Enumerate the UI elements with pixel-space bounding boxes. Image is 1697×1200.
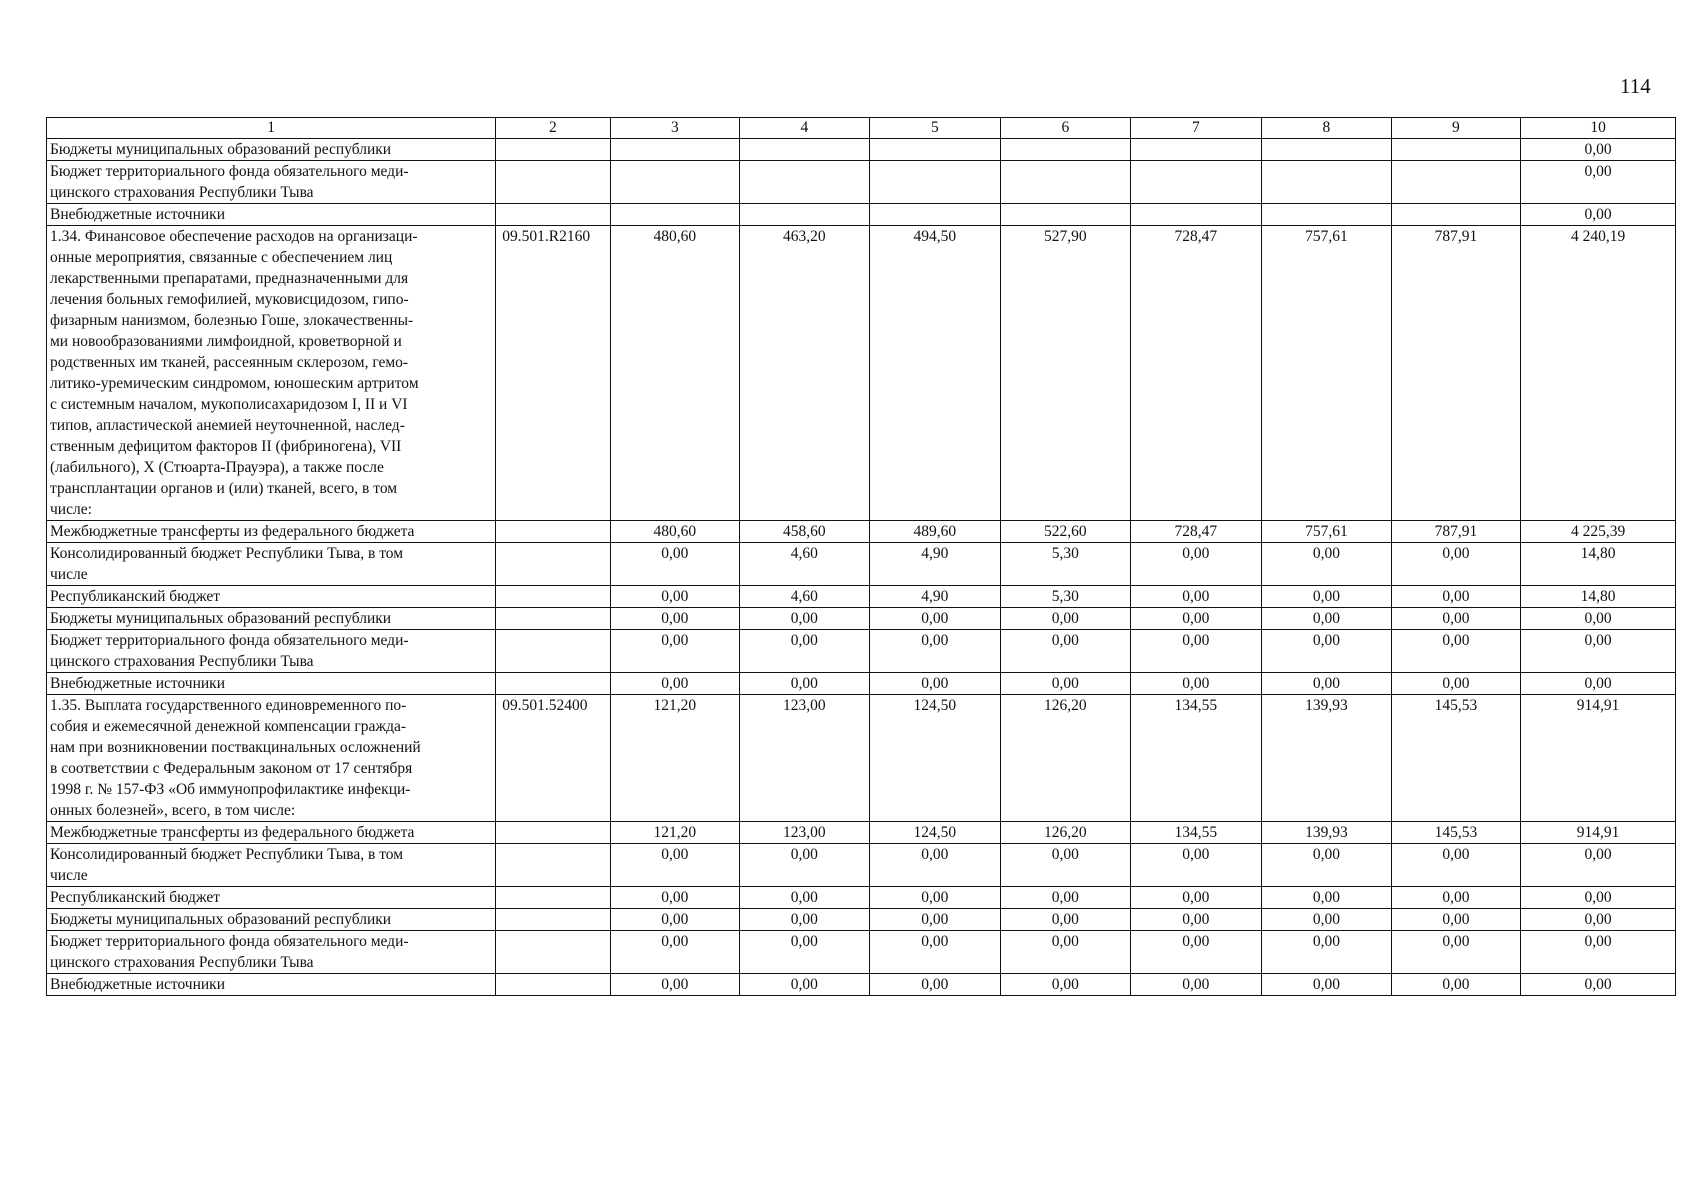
value-cell-col-7: 0,00 <box>1130 543 1262 586</box>
row-label-line: нам при возникновении поствакцинальных осложнений <box>50 739 421 756</box>
value-cell-col-9: 0,00 <box>1391 909 1521 931</box>
row-label-line: физарным нанизмом, болезнью Гоше, злокачественны- <box>50 312 414 329</box>
value-cell-col-8: 0,00 <box>1262 673 1392 695</box>
row-label-line: Бюджеты муниципальных образований республики <box>50 141 392 158</box>
row-label <box>47 630 496 673</box>
value-cell-col-7: 0,00 <box>1130 887 1262 909</box>
budget-code-cell <box>496 909 610 931</box>
row-label-line: Бюджет территориального фонда обязательного меди- <box>50 933 409 950</box>
table-row <box>47 931 1676 974</box>
value-cell-col-5: 0,00 <box>869 630 1001 673</box>
value-cell-col-9: 145,53 <box>1391 822 1521 844</box>
column-number-4: 4 <box>740 118 870 139</box>
value-cell-col-3: 121,20 <box>610 822 740 844</box>
value-cell-col-7: 0,00 <box>1130 974 1262 996</box>
value-cell-col-9: 0,00 <box>1391 586 1521 608</box>
value-cell-col-3 <box>610 161 740 204</box>
row-label-line: 1998 г. № 157-ФЗ «Об иммунопрофилактике инфекци- <box>50 781 411 798</box>
row-label <box>47 543 496 586</box>
value-cell-col-5: 494,50 <box>869 226 1001 521</box>
value-cell-col-5: 0,00 <box>869 909 1001 931</box>
value-cell-col-10: 914,91 <box>1521 822 1676 844</box>
budget-code-cell <box>496 974 610 996</box>
value-cell-col-9: 0,00 <box>1391 630 1521 673</box>
value-cell-col-10: 0,00 <box>1521 887 1676 909</box>
value-cell-col-4: 123,00 <box>740 822 870 844</box>
value-cell-col-9: 0,00 <box>1391 543 1521 586</box>
value-cell-col-3: 0,00 <box>610 673 740 695</box>
row-label-line: (лабильного), X (Стюарта-Прауэра), а также после <box>50 459 384 476</box>
budget-code-cell <box>496 543 610 586</box>
value-cell-col-7: 0,00 <box>1130 586 1262 608</box>
value-cell-col-3 <box>610 139 740 161</box>
value-cell-col-6 <box>1001 161 1131 204</box>
table-row <box>47 608 1676 630</box>
table-row <box>47 695 1676 822</box>
column-number-1: 1 <box>47 118 496 139</box>
value-cell-col-7: 0,00 <box>1130 931 1262 974</box>
row-label <box>47 909 496 931</box>
table-row <box>47 226 1676 521</box>
value-cell-col-3: 0,00 <box>610 630 740 673</box>
row-label-line: цинского страхования Республики Тыва <box>50 954 314 971</box>
row-label-line: числе <box>50 566 88 583</box>
column-number-row <box>47 118 1676 139</box>
value-cell-col-9: 0,00 <box>1391 974 1521 996</box>
value-cell-col-5 <box>869 139 1001 161</box>
budget-code-cell <box>496 630 610 673</box>
value-cell-col-10: 0,00 <box>1521 931 1676 974</box>
column-number-7: 7 <box>1130 118 1262 139</box>
value-cell-col-8: 757,61 <box>1262 521 1392 543</box>
value-cell-col-5: 0,00 <box>869 844 1001 887</box>
table-row <box>47 204 1676 226</box>
row-label <box>47 139 496 161</box>
row-label-line: числе <box>50 867 88 884</box>
value-cell-col-8: 0,00 <box>1262 974 1392 996</box>
row-label <box>47 974 496 996</box>
table-body <box>47 118 1676 996</box>
table-row <box>47 909 1676 931</box>
row-label <box>47 586 496 608</box>
row-label-line: 1.35. Выплата государственного единовременного по- <box>50 697 407 714</box>
row-label-line: Консолидированный бюджет Республики Тыва, в том <box>50 846 404 863</box>
table-row <box>47 822 1676 844</box>
value-cell-col-5: 0,00 <box>869 608 1001 630</box>
table-row <box>47 161 1676 204</box>
value-cell-col-4: 0,00 <box>740 673 870 695</box>
table-row <box>47 586 1676 608</box>
value-cell-col-10: 0,00 <box>1521 139 1676 161</box>
column-number-2: 2 <box>496 118 610 139</box>
value-cell-col-9: 0,00 <box>1391 673 1521 695</box>
table-row <box>47 543 1676 586</box>
value-cell-col-6: 126,20 <box>1001 695 1131 822</box>
table-row <box>47 974 1676 996</box>
value-cell-col-8: 757,61 <box>1262 226 1392 521</box>
value-cell-col-3: 480,60 <box>610 226 740 521</box>
value-cell-col-4: 123,00 <box>740 695 870 822</box>
value-cell-col-7: 0,00 <box>1130 673 1262 695</box>
value-cell-col-4: 0,00 <box>740 630 870 673</box>
value-cell-col-5: 0,00 <box>869 931 1001 974</box>
value-cell-col-7: 0,00 <box>1130 608 1262 630</box>
budget-code-cell: 09.501.R2160 <box>496 226 610 521</box>
row-label-line: 1.34. Финансовое обеспечение расходов на организаци- <box>50 228 418 245</box>
budget-code-cell <box>496 204 610 226</box>
value-cell-col-4: 463,20 <box>740 226 870 521</box>
value-cell-col-4 <box>740 161 870 204</box>
value-cell-col-4: 0,00 <box>740 931 870 974</box>
value-cell-col-6: 0,00 <box>1001 887 1131 909</box>
value-cell-col-5: 124,50 <box>869 695 1001 822</box>
row-label <box>47 673 496 695</box>
budget-table <box>46 117 1676 996</box>
value-cell-col-9: 0,00 <box>1391 887 1521 909</box>
value-cell-col-8: 0,00 <box>1262 543 1392 586</box>
row-label <box>47 931 496 974</box>
value-cell-col-4: 0,00 <box>740 974 870 996</box>
row-label-line: Консолидированный бюджет Республики Тыва, в том <box>50 545 404 562</box>
value-cell-col-3: 121,20 <box>610 695 740 822</box>
value-cell-col-3: 0,00 <box>610 974 740 996</box>
value-cell-col-10: 14,80 <box>1521 543 1676 586</box>
value-cell-col-5 <box>869 204 1001 226</box>
value-cell-col-10: 4 240,19 <box>1521 226 1676 521</box>
value-cell-col-5: 4,90 <box>869 586 1001 608</box>
value-cell-col-10: 14,80 <box>1521 586 1676 608</box>
row-label-line: Республиканский бюджет <box>50 588 221 605</box>
value-cell-col-10: 0,00 <box>1521 608 1676 630</box>
row-label <box>47 161 496 204</box>
row-label-line: Республиканский бюджет <box>50 889 221 906</box>
value-cell-col-6 <box>1001 139 1131 161</box>
row-label-line: лекарственными препаратами, предназначенными для <box>50 270 409 287</box>
table-row <box>47 630 1676 673</box>
budget-code-cell <box>496 931 610 974</box>
value-cell-col-3: 0,00 <box>610 608 740 630</box>
column-number-8: 8 <box>1262 118 1392 139</box>
value-cell-col-8: 0,00 <box>1262 931 1392 974</box>
budget-code-cell <box>496 586 610 608</box>
value-cell-col-10: 0,00 <box>1521 630 1676 673</box>
value-cell-col-8 <box>1262 204 1392 226</box>
row-label-line: числе: <box>50 501 92 518</box>
budget-code-cell <box>496 844 610 887</box>
value-cell-col-3 <box>610 204 740 226</box>
row-label-line: онных болезней», всего, в том числе: <box>50 802 296 819</box>
value-cell-col-8: 0,00 <box>1262 586 1392 608</box>
value-cell-col-3: 0,00 <box>610 931 740 974</box>
value-cell-col-8: 0,00 <box>1262 844 1392 887</box>
value-cell-col-9: 145,53 <box>1391 695 1521 822</box>
row-label-line: с системным началом, мукополисахаридозом I, II и VI <box>50 396 408 413</box>
value-cell-col-4: 4,60 <box>740 586 870 608</box>
value-cell-col-5: 124,50 <box>869 822 1001 844</box>
value-cell-col-4: 0,00 <box>740 909 870 931</box>
column-number-10: 10 <box>1521 118 1676 139</box>
row-label-line: Бюджеты муниципальных образований республики <box>50 911 392 928</box>
row-label-line: ми новообразованиями лимфоидной, кроветворной и <box>50 333 402 350</box>
value-cell-col-9: 787,91 <box>1391 226 1521 521</box>
value-cell-col-8: 0,00 <box>1262 608 1392 630</box>
value-cell-col-7 <box>1130 161 1262 204</box>
row-label-line: Межбюджетные трансферты из федерального бюджета <box>50 523 415 540</box>
budget-code-cell: 09.501.52400 <box>496 695 610 822</box>
table-row <box>47 673 1676 695</box>
value-cell-col-3: 0,00 <box>610 844 740 887</box>
value-cell-col-8: 139,93 <box>1262 695 1392 822</box>
value-cell-col-4 <box>740 139 870 161</box>
value-cell-col-6: 0,00 <box>1001 909 1131 931</box>
row-label <box>47 204 496 226</box>
row-label-line: трансплантации органов и (или) тканей, всего, в том <box>50 480 398 497</box>
value-cell-col-6: 0,00 <box>1001 974 1131 996</box>
row-label-line: в соответствии с Федеральным законом от 17 сентября <box>50 760 413 777</box>
value-cell-col-6 <box>1001 204 1131 226</box>
budget-code-cell <box>496 822 610 844</box>
value-cell-col-6: 0,00 <box>1001 673 1131 695</box>
value-cell-col-7: 0,00 <box>1130 630 1262 673</box>
row-label <box>47 887 496 909</box>
value-cell-col-8: 0,00 <box>1262 909 1392 931</box>
value-cell-col-3: 0,00 <box>610 586 740 608</box>
row-label-line: Межбюджетные трансферты из федерального бюджета <box>50 824 415 841</box>
value-cell-col-7: 728,47 <box>1130 521 1262 543</box>
value-cell-col-5 <box>869 161 1001 204</box>
value-cell-col-4: 458,60 <box>740 521 870 543</box>
row-label-line: Бюджеты муниципальных образований республики <box>50 610 392 627</box>
row-label-line: типов, апластической анемией неуточненной, наслед- <box>50 417 405 434</box>
budget-code-cell <box>496 139 610 161</box>
row-label-line: ственным дефицитом факторов II (фибриногена), VII <box>50 438 402 455</box>
value-cell-col-4: 0,00 <box>740 887 870 909</box>
row-label-line: Внебюджетные источники <box>50 206 226 223</box>
value-cell-col-9: 787,91 <box>1391 521 1521 543</box>
value-cell-col-6: 0,00 <box>1001 844 1131 887</box>
value-cell-col-7: 0,00 <box>1130 844 1262 887</box>
row-label-line: лечения больных гемофилией, муковисцидозом, гипо- <box>50 291 409 308</box>
row-label-line: цинского страхования Республики Тыва <box>50 653 314 670</box>
budget-code-cell <box>496 521 610 543</box>
value-cell-col-6: 522,60 <box>1001 521 1131 543</box>
row-label <box>47 521 496 543</box>
value-cell-col-8 <box>1262 139 1392 161</box>
value-cell-col-9 <box>1391 204 1521 226</box>
value-cell-col-10: 4 225,39 <box>1521 521 1676 543</box>
value-cell-col-9 <box>1391 161 1521 204</box>
row-label-line: литико-уремическим синдромом, юношеским артритом <box>50 375 419 392</box>
value-cell-col-10: 0,00 <box>1521 161 1676 204</box>
column-number-9: 9 <box>1391 118 1521 139</box>
row-label <box>47 844 496 887</box>
value-cell-col-4: 4,60 <box>740 543 870 586</box>
value-cell-col-8: 0,00 <box>1262 887 1392 909</box>
value-cell-col-6: 126,20 <box>1001 822 1131 844</box>
row-label-line: цинского страхования Республики Тыва <box>50 184 314 201</box>
value-cell-col-5: 0,00 <box>869 673 1001 695</box>
value-cell-col-10: 0,00 <box>1521 204 1676 226</box>
row-label-line: Внебюджетные источники <box>50 976 226 993</box>
value-cell-col-3: 480,60 <box>610 521 740 543</box>
value-cell-col-6: 5,30 <box>1001 543 1131 586</box>
row-label <box>47 695 496 822</box>
value-cell-col-3: 0,00 <box>610 887 740 909</box>
value-cell-col-4: 0,00 <box>740 844 870 887</box>
value-cell-col-3: 0,00 <box>610 543 740 586</box>
value-cell-col-10: 0,00 <box>1521 673 1676 695</box>
value-cell-col-7: 728,47 <box>1130 226 1262 521</box>
column-number-5: 5 <box>869 118 1001 139</box>
value-cell-col-7 <box>1130 139 1262 161</box>
budget-code-cell <box>496 887 610 909</box>
value-cell-col-9: 0,00 <box>1391 608 1521 630</box>
table-row <box>47 887 1676 909</box>
budget-code-cell <box>496 608 610 630</box>
budget-code-cell <box>496 673 610 695</box>
value-cell-col-5: 4,90 <box>869 543 1001 586</box>
value-cell-col-7 <box>1130 204 1262 226</box>
row-label <box>47 226 496 521</box>
row-label-line: Бюджет территориального фонда обязательного меди- <box>50 632 409 649</box>
page-number: 114 <box>1620 74 1651 98</box>
row-label-line: собия и ежемесячной денежной компенсации гражда- <box>50 718 407 735</box>
value-cell-col-8: 0,00 <box>1262 630 1392 673</box>
table-row <box>47 139 1676 161</box>
value-cell-col-6: 527,90 <box>1001 226 1131 521</box>
row-label-line: онные мероприятия, связанные с обеспечением лиц <box>50 249 393 266</box>
value-cell-col-9: 0,00 <box>1391 931 1521 974</box>
value-cell-col-7: 134,55 <box>1130 822 1262 844</box>
value-cell-col-8: 139,93 <box>1262 822 1392 844</box>
value-cell-col-7: 0,00 <box>1130 909 1262 931</box>
row-label <box>47 822 496 844</box>
value-cell-col-10: 0,00 <box>1521 974 1676 996</box>
table-row <box>47 844 1676 887</box>
value-cell-col-10: 914,91 <box>1521 695 1676 822</box>
table-row <box>47 521 1676 543</box>
value-cell-col-10: 0,00 <box>1521 844 1676 887</box>
value-cell-col-4 <box>740 204 870 226</box>
value-cell-col-10: 0,00 <box>1521 909 1676 931</box>
value-cell-col-5: 489,60 <box>869 521 1001 543</box>
value-cell-col-8 <box>1262 161 1392 204</box>
row-label-line: Внебюджетные источники <box>50 675 226 692</box>
value-cell-col-6: 0,00 <box>1001 931 1131 974</box>
value-cell-col-6: 5,30 <box>1001 586 1131 608</box>
row-label <box>47 608 496 630</box>
value-cell-col-3: 0,00 <box>610 909 740 931</box>
value-cell-col-6: 0,00 <box>1001 630 1131 673</box>
column-number-3: 3 <box>610 118 740 139</box>
column-number-6: 6 <box>1001 118 1131 139</box>
value-cell-col-7: 134,55 <box>1130 695 1262 822</box>
budget-code-cell <box>496 161 610 204</box>
row-label-line: родственных им тканей, рассеянным склерозом, гемо- <box>50 354 409 371</box>
value-cell-col-9: 0,00 <box>1391 844 1521 887</box>
value-cell-col-9 <box>1391 139 1521 161</box>
row-label-line: Бюджет территориального фонда обязательного меди- <box>50 163 409 180</box>
value-cell-col-5: 0,00 <box>869 974 1001 996</box>
value-cell-col-4: 0,00 <box>740 608 870 630</box>
value-cell-col-5: 0,00 <box>869 887 1001 909</box>
value-cell-col-6: 0,00 <box>1001 608 1131 630</box>
